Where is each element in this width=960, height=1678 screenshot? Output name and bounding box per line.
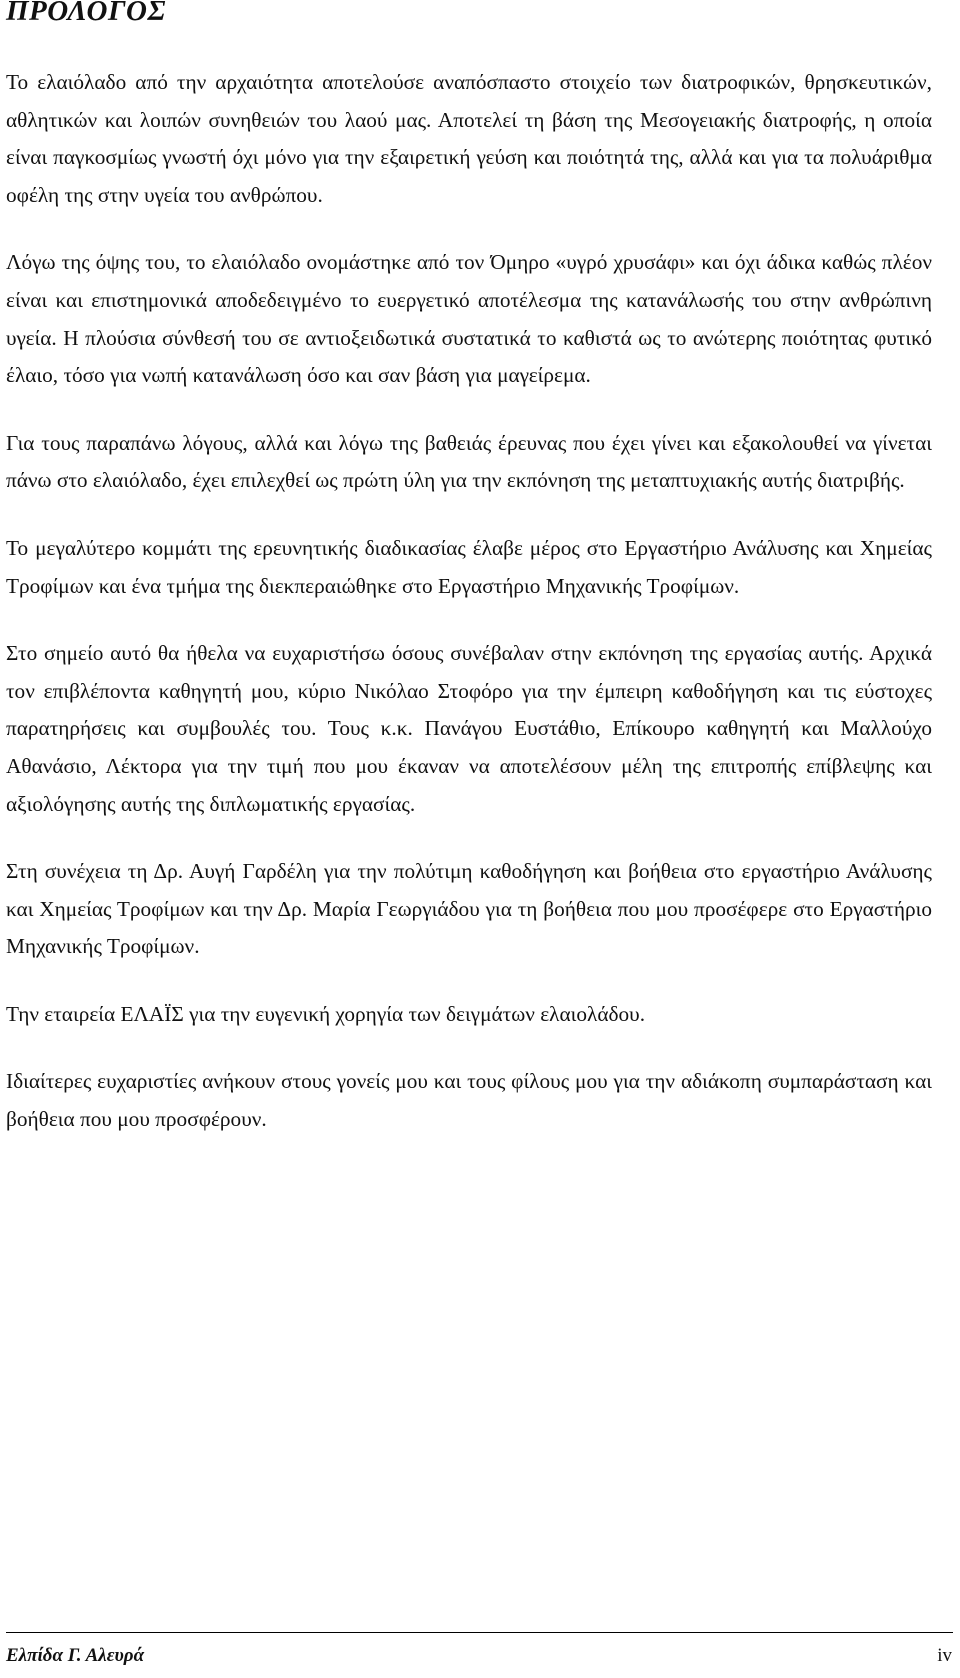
footer-page-number: iv	[937, 1645, 952, 1666]
paragraph-reasons: Για τους παραπάνω λόγους, αλλά και λόγω της βαθειάς έρευνας που έχει γίνει και εξακολουθεί να γίνεται πάνω στο ελαιόλαδο, έχει επιλεχθεί ως πρώτη ύλη για την εκπόνηση της μεταπτυχιακής αυτής διατριβής.	[6, 430, 932, 493]
paragraph-sponsor: Την εταιρεία ΕΛΑΪΣ για την ευγενική χορηγία των δειγμάτων ελαιολάδου.	[6, 1001, 646, 1026]
paragraph-acknowledgements: Στο σημείο αυτό θα ήθελα να ευχαριστήσω όσους συνέβαλαν στην εκπόνηση της εργασίας αυτής. Αρχικά τον επιβλέποντα καθηγητή μου, κύριο Νικόλαο Στοφόρο για την έμπειρη καθοδήγηση και τις εύστοχες παρατηρήσεις και συμβουλές του. Τους κ.κ. Πανάγου Ευστάθιο, Επίκουρο καθηγητή και Μαλλούχο Αθανάσιο, Λέκτορα για την τιμή που μου έκαναν να αποτελέσουν μέλη της επιτροπής επίβλεψης και αξιολόγησης αυτής της διπλωματικής εργασίας.	[6, 641, 932, 816]
footer-author: Ελπίδα Γ. Αλευρά	[6, 1645, 145, 1666]
page-title: ΠΡΟΛΟΓΟΣ	[6, 0, 166, 27]
body-text	[6, 64, 932, 1169]
paragraph-intro: Το ελαιόλαδο από την αρχαιότητα αποτελούσε αναπόσπαστο στοιχείο των διατροφικών, θρησκευτικών, αθλητικών και λοιπών συνηθειών του λαού μας. Αποτελεί τη βάση της Μεσογειακής διατροφής, η οποία είναι παγκοσμίως γνωστή όχι μόνο για την εξαιρετική γεύση και ποιότητά της, αλλά και για τα πολυάριθμα οφέλη της στην υγεία του ανθρώπου.	[6, 70, 932, 207]
paragraph-lab-thanks: Στη συνέχεια τη Δρ. Αυγή Γαρδέλη για την πολύτιμη καθοδήγηση και βοήθεια στο εργαστήριο Ανάλυσης και Χημείας Τροφίμων και την Δρ. Μαρία Γεωργιάδου για τη βοήθεια που μου προσέφερε στο Εργαστήριο Μηχανικής Τροφίμων.	[6, 859, 932, 959]
footer-divider	[6, 1632, 953, 1633]
paragraph-laboratories: Το μεγαλύτερο κομμάτι της ερευνητικής διαδικασίας έλαβε μέρος στο Εργαστήριο Ανάλυσης και Χημείας Τροφίμων και ένα τμήμα της διεκπεραιώθηκε στο Εργαστήριο Μηχανικής Τροφίμων.	[6, 535, 932, 598]
paragraph-homer: Λόγω της όψης του, το ελαιόλαδο ονομάστηκε από τον Όμηρο «υγρό χρυσάφι» και όχι άδικα καθώς πλέον είναι και επιστημονικά αποδεδειγμένο το ευεργετικό αποτέλεσμα της κατανάλωσής του στην ανθρώπινη υγεία. Η πλούσια σύνθεσή του σε αντιοξειδωτικά συστατικά το καθιστά ως το ανώτερης ποιότητας φυτικό έλαιο, τόσο για νωπή κατανάλωση όσο και σαν βάση για μαγείρεμα.	[6, 250, 932, 388]
paragraph-family: Ιδιαίτερες ευχαριστίες ανήκουν στους γονείς μου και τους φίλους μου για την αδιάκοπη συμπαράσταση και βοήθεια που μου προσφέρουν.	[6, 1069, 932, 1132]
